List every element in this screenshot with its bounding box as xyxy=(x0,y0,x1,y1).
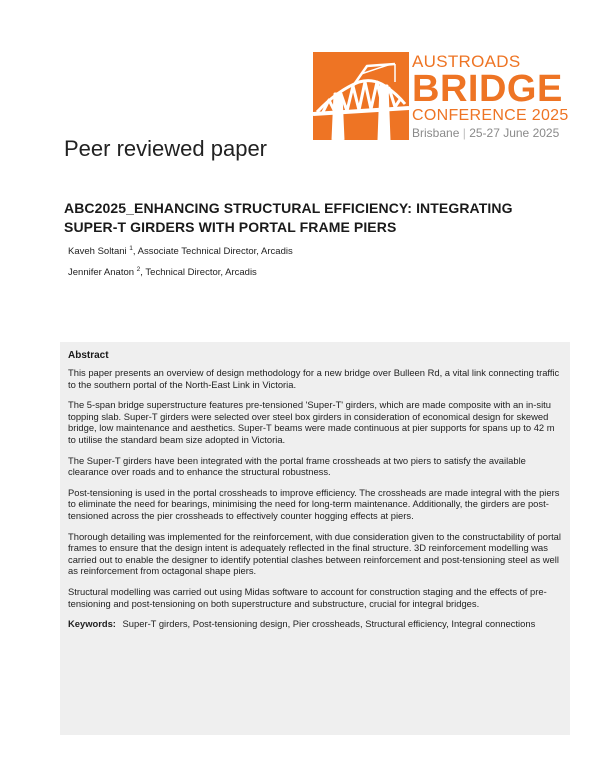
paper-title: ABC2025_ENHANCING STRUCTURAL EFFICIENCY: INTEGRATING SUPER-T GIRDERS WITH PORTAL FRAME PIERS xyxy=(64,200,513,235)
logo-city: Brisbane xyxy=(412,126,460,140)
keywords-label: Keywords: xyxy=(68,618,116,630)
author-line-1 xyxy=(68,245,293,257)
logo-separator: | xyxy=(462,126,466,140)
abstract-paragraph: Post-tensioning is used in the portal crossheads to improve efficiency. The crossheads are made integral with the piers to eliminate the need for bearings, minimising the need for long-term maintenance. Additionally, the girders are post-tensioned across the pier crossheads to effectively counter hogging effects at piers. xyxy=(68,486,560,521)
author-affiliation-number: 1 xyxy=(129,245,133,252)
author-line-2 xyxy=(68,266,257,278)
author-name: Kaveh Soltani xyxy=(68,246,127,258)
logo-line-conference: CONFERENCE 2025 xyxy=(412,107,569,124)
logo-line-austroads: AUSTROADS xyxy=(412,52,521,71)
author-role: , Associate Technical Director, Arcadis xyxy=(132,246,293,258)
logo-line-bridge: BRIDGE xyxy=(412,68,563,110)
abstract-paragraph: The Super-T girders have been integrated with the portal frame crossheads at two piers to satisfy the available clearance over roads and to enhance the structural robustness. xyxy=(68,454,526,478)
logo-dates: 25-27 June 2025 xyxy=(469,126,560,140)
conference-logo xyxy=(313,52,571,140)
keywords-list: Super-T girders, Post-tensioning design, Pier crossheads, Structural efficiency, Integral connections xyxy=(122,618,536,630)
abstract-paragraph: Thorough detailing was implemented for the reinforcement, with due consideration given to the constructability of portal frames to ensure that the design intent is adequately reflected in the final structure. 3D reinforcement modelling was carried out to enable the designer to identify potential clashes between reinforcement and post-tensioning steel as well as reinforcement from octagonal shape piers. xyxy=(68,530,561,577)
bridge-logo-icon xyxy=(313,52,409,140)
logo-line-location-dates xyxy=(412,126,572,140)
abstract-paragraph: The 5-span bridge superstructure features pre-tensioned 'Super-T' girders, which are made composite with an in-situ topping slab. Super-T girders were selected over steel box girders in consideration of economical design for skewed bridge, low maintenance and aesthetics. Super-T beams were made continuous at pier supports for spans up to 42 m to utilise the standard beam size adopted in Victoria. xyxy=(68,399,555,445)
peer-reviewed-label: Peer reviewed paper xyxy=(64,136,268,161)
author-affiliation-number: 2 xyxy=(136,266,141,273)
author-role: , Technical Director, Arcadis xyxy=(140,267,257,279)
author-name: Jennifer Anaton xyxy=(68,267,135,279)
logo-text xyxy=(412,52,572,140)
abstract-paragraph: Structural modelling was carried out using Midas software to account for construction staging and the effects of pre-tensioning and post-tensioning on both superstructure and substructure, crucial for integral bridges. xyxy=(68,585,547,609)
keywords xyxy=(68,618,562,630)
abstract-box xyxy=(60,342,570,735)
abstract-paragraph: This paper presents an overview of design methodology for a new bridge over Bulleen Rd, a vital link connecting traffic to the southern portal of the North-East Link in Victoria. xyxy=(68,367,560,390)
abstract-heading: Abstract xyxy=(68,350,109,361)
